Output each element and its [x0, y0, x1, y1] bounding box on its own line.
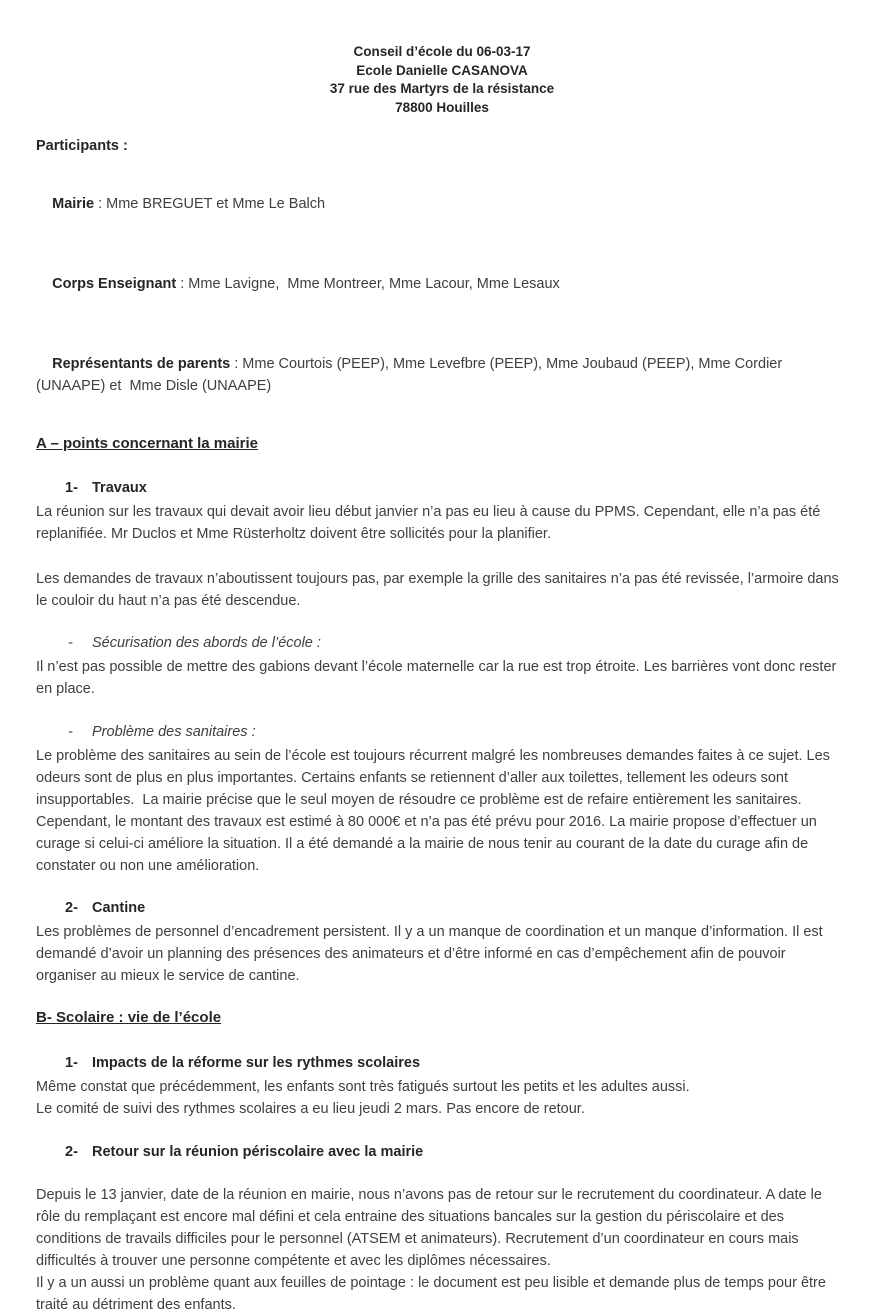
sub-item-title: Sécurisation des abords de l’école : [92, 635, 321, 651]
parents-names: : Mme Courtois (PEEP), Mme Levefbre (PEEP), Mme Joubaud (PEEP), Mme Cordier (UNAAPE) et Mme Disle (UNAAPE) [36, 356, 787, 394]
section-b-heading: B- Scolaire : vie de l’école [36, 1009, 222, 1026]
school-city: 78800 Houilles [395, 99, 489, 115]
rythmes-line-2: Le comité de suivi des rythmes scolaires a eu lieu jeudi 2 mars. Pas encore de retour. [36, 1101, 585, 1117]
periscolaire-paragraph-1: Depuis le 13 janvier, date de la réunion en mairie, nous n’avons pas de retour sur le recrutement du coordinateur. A date le rôle du remplaçant est encore mal défini et cela entraine des situations bancales sur la gestion du périscolaire et des conditions de travails difficiles pour le personnel (ATSEM et animateurs). Recrutement d’un coordinateur en cours mais difficultés à trouver une personne compétente et avec les diplômes nécessaires. [36, 1187, 826, 1269]
sub-item-sanitaires [36, 721, 848, 743]
cantine-paragraph: Les problèmes de personnel d’encadrement persistent. Il y a un manque de coordination et un manque d’information. Il est demandé d’avoir un planning des présences des animateurs et d’être informé en cas d’empêchement afin de pouvoir organiser au mieux le service de cantine. [36, 924, 827, 984]
section-a-item1-heading [36, 477, 848, 499]
participants-teachers [36, 251, 848, 317]
dash-bullet: - [68, 635, 73, 651]
participants-heading: Participants : [36, 138, 128, 154]
item-title: Cantine [92, 900, 146, 916]
parents-label: Représentants de parents [52, 356, 231, 372]
teachers-label: Corps Enseignant [52, 276, 177, 292]
item-number: 1- [65, 1055, 78, 1071]
participants-parents [36, 331, 848, 419]
section-b-item2-heading [36, 1141, 848, 1163]
section-a-heading: A – points concernant la mairie [36, 435, 259, 452]
section-a-item2-heading [36, 897, 848, 919]
document-header [36, 43, 848, 117]
dash-bullet: - [68, 724, 73, 740]
mairie-label: Mairie [52, 196, 95, 212]
item-title: Travaux [92, 480, 147, 496]
rythmes-line-1: Même constat que précédemment, les enfants sont très fatigués surtout les petits et les adultes aussi. [36, 1079, 690, 1095]
meeting-title: Conseil d’école du 06-03-17 [353, 44, 531, 59]
item-title: Retour sur la réunion périscolaire avec la mairie [92, 1144, 424, 1160]
item-number: 2- [65, 1144, 78, 1160]
school-name: Ecole Danielle CASANOVA [356, 62, 528, 78]
mairie-names: : Mme BREGUET et Mme Le Balch [94, 196, 326, 212]
item-number: 2- [65, 900, 78, 916]
sanitaires-paragraph: Le problème des sanitaires au sein de l’école est toujours récurrent malgré les nombreuses demandes faites à ce sujet. Les odeurs sont de plus en plus importantes. Certains enfants se retiennent d’aller aux toilettes, tellement les odeurs sont insupportables. La mairie précise que le seul moyen de résoudre ce problème est de refaire entièrement les sanitaires. Cependant, le montant des travaux est estimé à 80 000€ et n’a pas été prévu pour 2016. La mairie propose d’effectuer un curage si celui-ci améliore la situation. Il a été demandé a la mairie de nous tenir au courant de la date du curage afin de constater ou non une amélioration. [36, 748, 834, 874]
periscolaire-paragraph-2: Il y a un aussi un problème quant aux feuilles de pointage : le document est peu lisible et demande plus de temps pour être traité au détriment des enfants. [36, 1275, 830, 1313]
travaux-paragraph-2: Les demandes de travaux n’aboutissent toujours pas, par exemple la grille des sanitaires n’a pas été revissée, l’armoire dans le couloir du haut n’a pas été descendue. [36, 571, 843, 609]
securisation-paragraph: Il n’est pas possible de mettre des gabions devant l’école maternelle car la rue est trop étroite. Les barrières vont donc rester en place. [36, 659, 841, 697]
travaux-paragraph-1: La réunion sur les travaux qui devait avoir lieu début janvier n’a pas eu lieu à cause du PPMS. Cependant, elle n’a pas été replanifiée. Mr Duclos et Mme Rüsterholtz doivent être sollicités pour la planifier. [36, 504, 825, 542]
school-address: 37 rue des Martyrs de la résistance [329, 81, 555, 96]
sub-item-securisation [36, 632, 848, 654]
section-b-item1-heading [36, 1052, 848, 1074]
item-number: 1- [65, 480, 78, 496]
item-title: Impacts de la réforme sur les rythmes scolaires [92, 1055, 421, 1071]
sub-item-title: Problème des sanitaires : [92, 724, 256, 740]
teachers-names: : Mme Lavigne, Mme Montreer, Mme Lacour, Mme Lesaux [176, 276, 560, 292]
participants-mairie [36, 171, 848, 237]
